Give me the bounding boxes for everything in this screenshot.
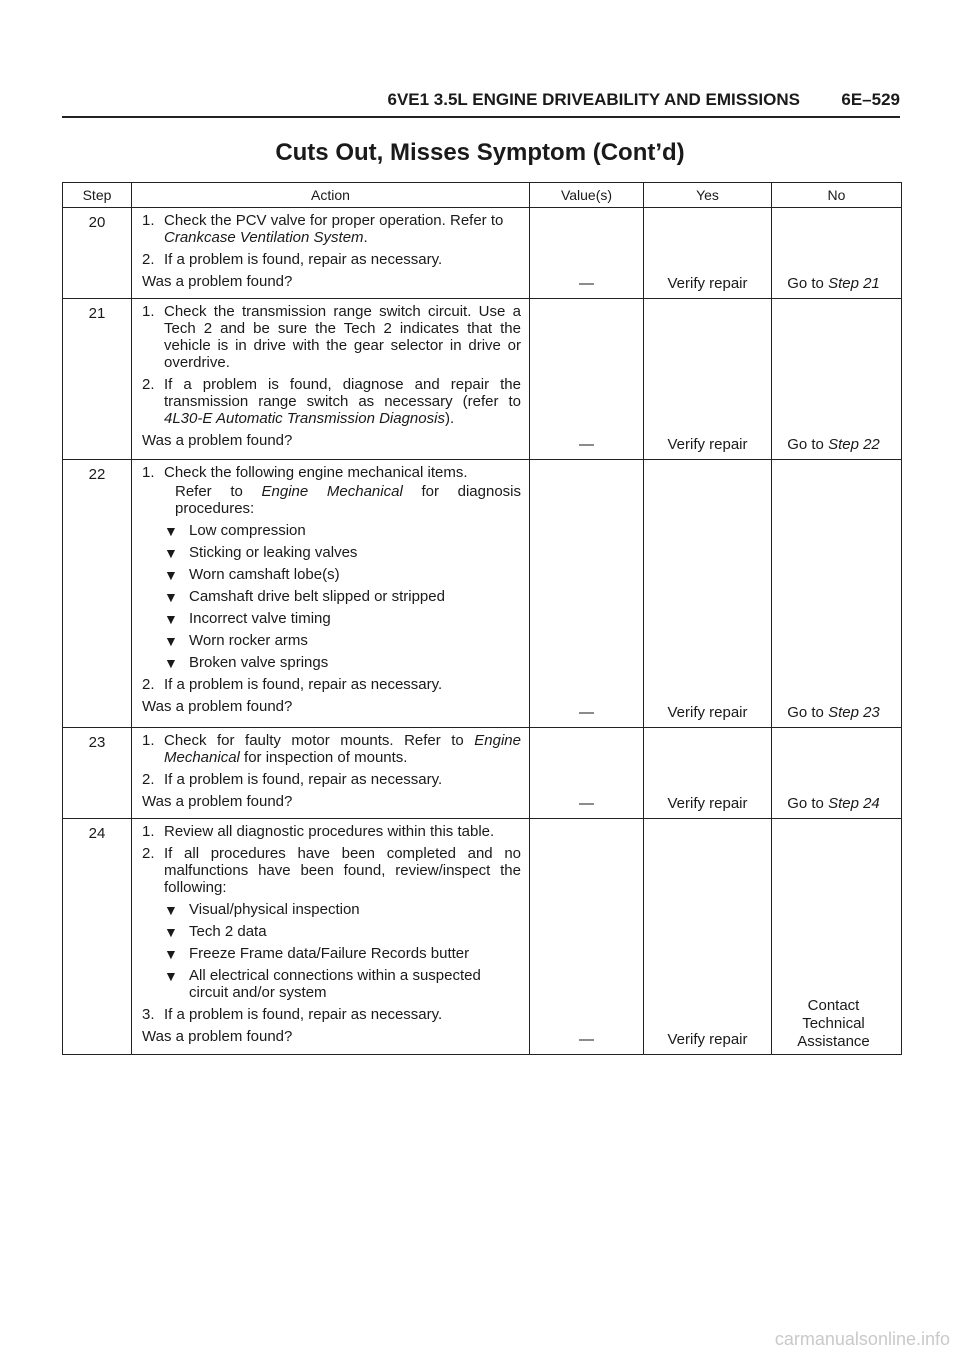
table-row [63,819,902,1055]
list-item: 2. If a problem is found, diagnose and repair the transmission range switch as necessary (refer to 4L30-E Automatic Transmission Diagnosis). [142,376,521,427]
value-cell: — [530,460,644,728]
step-number: 21 [63,299,132,460]
action-cell [132,299,530,460]
question: Was a problem found? [142,793,293,810]
bullet-item: ▼ Sticking or leaking valves [164,544,358,561]
bullet-item: ▼ Camshaft drive belt slipped or stripped [164,588,445,605]
no-line: Assistance [797,1033,870,1050]
triangle-bullet-icon: ▼ [164,633,178,649]
no-cell [772,819,902,1055]
bullet-item: ▼ Freeze Frame data/Failure Records butter [164,945,470,962]
triangle-bullet-icon: ▼ [164,946,178,962]
triangle-bullet-icon: ▼ [164,545,178,561]
no-cell: Go to Step 24 [772,728,902,819]
header-yes: Yes [644,183,772,208]
bullet-item: ▼ Incorrect valve timing [164,610,331,627]
diagnostic-table [62,182,902,1055]
list-item: 1. Check the following engine mechanical items. [142,464,468,481]
header-values: Value(s) [530,183,644,208]
table-row [63,728,902,819]
bullet-item: ▼ Visual/physical inspection [164,901,360,918]
table-row [63,460,902,728]
yes-cell: Verify repair [644,299,772,460]
triangle-bullet-icon: ▼ [164,567,178,583]
yes-cell: Verify repair [644,460,772,728]
page-title: Cuts Out, Misses Symptom (Cont’d) [275,139,685,166]
triangle-bullet-icon: ▼ [164,523,178,539]
value-cell: — [530,208,644,299]
action-cell [132,819,530,1055]
section-title: 6VE1 3.5L ENGINE DRIVEABILITY AND EMISSIONS [387,90,800,109]
bullet-item: ▼ Broken valve springs [164,654,329,671]
bullet-item: ▼ Worn camshaft lobe(s) [164,566,340,583]
header-step: Step [63,183,132,208]
yes-cell: Verify repair [644,728,772,819]
list-item: 2. If a problem is found, repair as necessary. [142,251,443,268]
action-cell [132,728,530,819]
list-item: 3. If a problem is found, repair as necessary. [142,1006,443,1023]
no-line: Technical [802,1015,865,1032]
question: Was a problem found? [142,698,293,715]
yes-cell: Verify repair [644,819,772,1055]
bullet-item: ▼ Low compression [164,522,306,539]
yes-cell: Verify repair [644,208,772,299]
list-item: 1. Check the transmission range switch circuit. Use a Tech 2 and be sure the Tech 2 indicates that the vehicle is in drive with the gear selector in drive or overdrive. [142,303,521,371]
value-cell: — [530,728,644,819]
triangle-bullet-icon: ▼ [164,655,178,671]
action-cell [132,460,530,728]
refer-text: Refer to Engine Mechanical for diagnosis procedures: [175,483,521,517]
table-row [63,208,902,299]
no-cell: Go to Step 21 [772,208,902,299]
step-number: 24 [63,819,132,1055]
bullet-item: ▼ All electrical connections within a suspected circuit and/or system [164,967,481,1001]
triangle-bullet-icon: ▼ [164,589,178,605]
list-item: 2. If a problem is found, repair as necessary. [142,676,443,693]
header-no: No [772,183,902,208]
triangle-bullet-icon: ▼ [164,968,178,984]
list-item: 1. Check the PCV valve for proper operation. Refer to Crankcase Ventilation System. [142,212,504,246]
value-cell: — [530,819,644,1055]
no-cell: Go to Step 22 [772,299,902,460]
triangle-bullet-icon: ▼ [164,924,178,940]
table-row [63,299,902,460]
value-cell: — [530,299,644,460]
bullet-item: ▼ Tech 2 data [164,923,267,940]
step-number: 23 [63,728,132,819]
question: Was a problem found? [142,273,293,290]
list-item: 2. If a problem is found, repair as necessary. [142,771,443,788]
list-item: 1. Review all diagnostic procedures within this table. [142,823,495,840]
no-line: Contact [807,997,860,1014]
action-cell [132,208,530,299]
watermark: carmanualsonline.info [774,1329,950,1349]
list-item: 1. Check for faulty motor mounts. Refer to Engine Mechanical for inspection of mounts. [142,732,521,766]
question: Was a problem found? [142,432,293,449]
triangle-bullet-icon: ▼ [164,902,178,918]
step-number: 22 [63,460,132,728]
bullet-item: ▼ Worn rocker arms [164,632,308,649]
page-header [62,86,900,118]
triangle-bullet-icon: ▼ [164,611,178,627]
no-cell: Go to Step 23 [772,460,902,728]
question: Was a problem found? [142,1028,293,1045]
list-item: 2. If all procedures have been completed and no malfunctions have been found, review/inspect the following: [142,845,521,896]
page-number: 6E–529 [841,90,900,109]
header-action: Action [132,183,530,208]
table-header-row [63,183,902,208]
step-number: 20 [63,208,132,299]
